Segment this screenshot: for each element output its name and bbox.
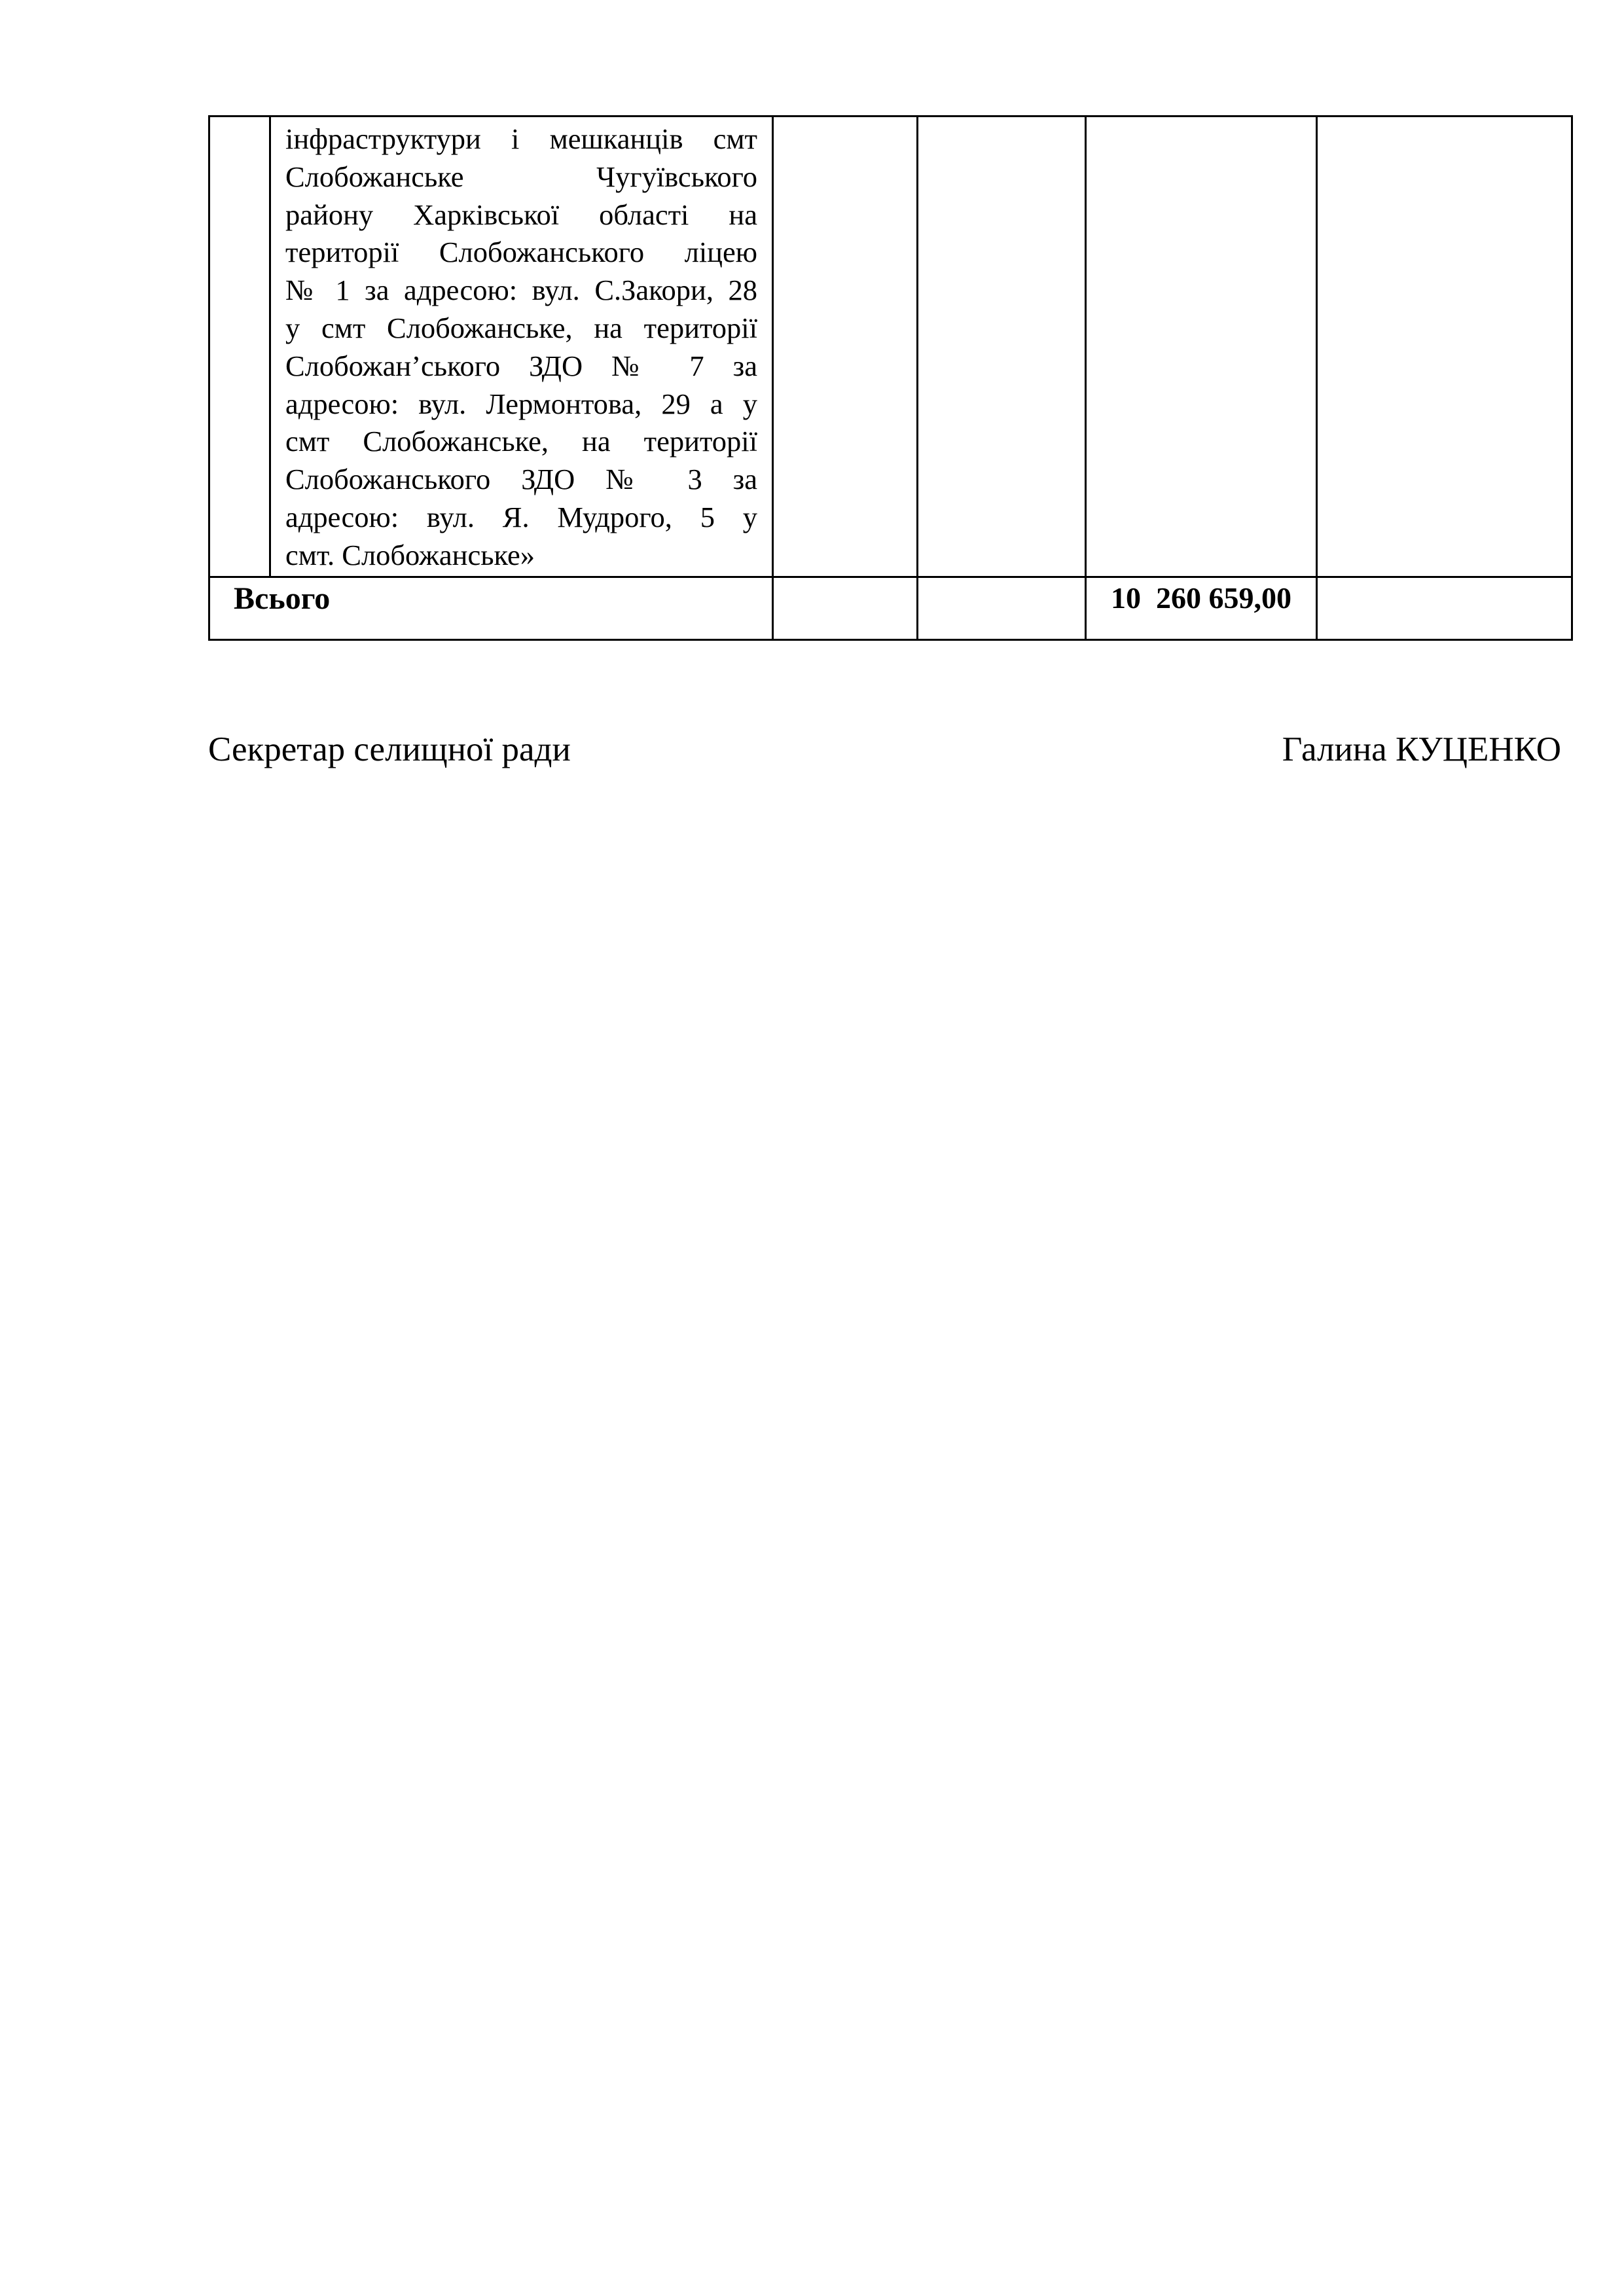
description-line: смт Слобожанське, на території <box>285 425 757 458</box>
signature-name: Галина КУЦЕНКО <box>1282 730 1561 768</box>
description-line: Слобожан’ського ЗДО № 7 за <box>285 349 757 382</box>
description-cell <box>270 117 773 577</box>
description-line: смт. Слобожанське» <box>285 538 535 571</box>
budget-table <box>208 115 1573 641</box>
total-amount: 10 260 659,00 <box>1086 577 1317 639</box>
description-line: інфраструктури і мешканців смт <box>285 122 757 155</box>
description-line: території Слобожанського ліцею <box>285 236 757 269</box>
signature-position: Секретар селищної ради <box>208 730 571 768</box>
empty-cell <box>1086 117 1317 577</box>
empty-cell <box>918 117 1086 577</box>
empty-cell <box>773 577 918 639</box>
description-line: № 1 за адресою: вул. С.Закори, 28 <box>285 274 757 307</box>
description-line: у смт Слобожанське, на території <box>285 311 757 344</box>
description-line: Слобожанське Чугуївського <box>285 160 757 193</box>
empty-cell <box>773 117 918 577</box>
empty-cell <box>1317 577 1572 639</box>
description-line: адресою: вул. Лермонтова, 29 а у <box>285 387 757 420</box>
total-row <box>209 577 1572 639</box>
description-line: Слобожанського ЗДО № 3 за <box>285 463 757 496</box>
table-row <box>209 117 1572 577</box>
description-line: адресою: вул. Я. Мудрого, 5 у <box>285 500 757 533</box>
total-label: Всього <box>209 577 773 639</box>
row-number-cell <box>209 117 270 577</box>
description-line: району Харківської області на <box>285 198 757 231</box>
empty-cell <box>918 577 1086 639</box>
empty-cell <box>1317 117 1572 577</box>
